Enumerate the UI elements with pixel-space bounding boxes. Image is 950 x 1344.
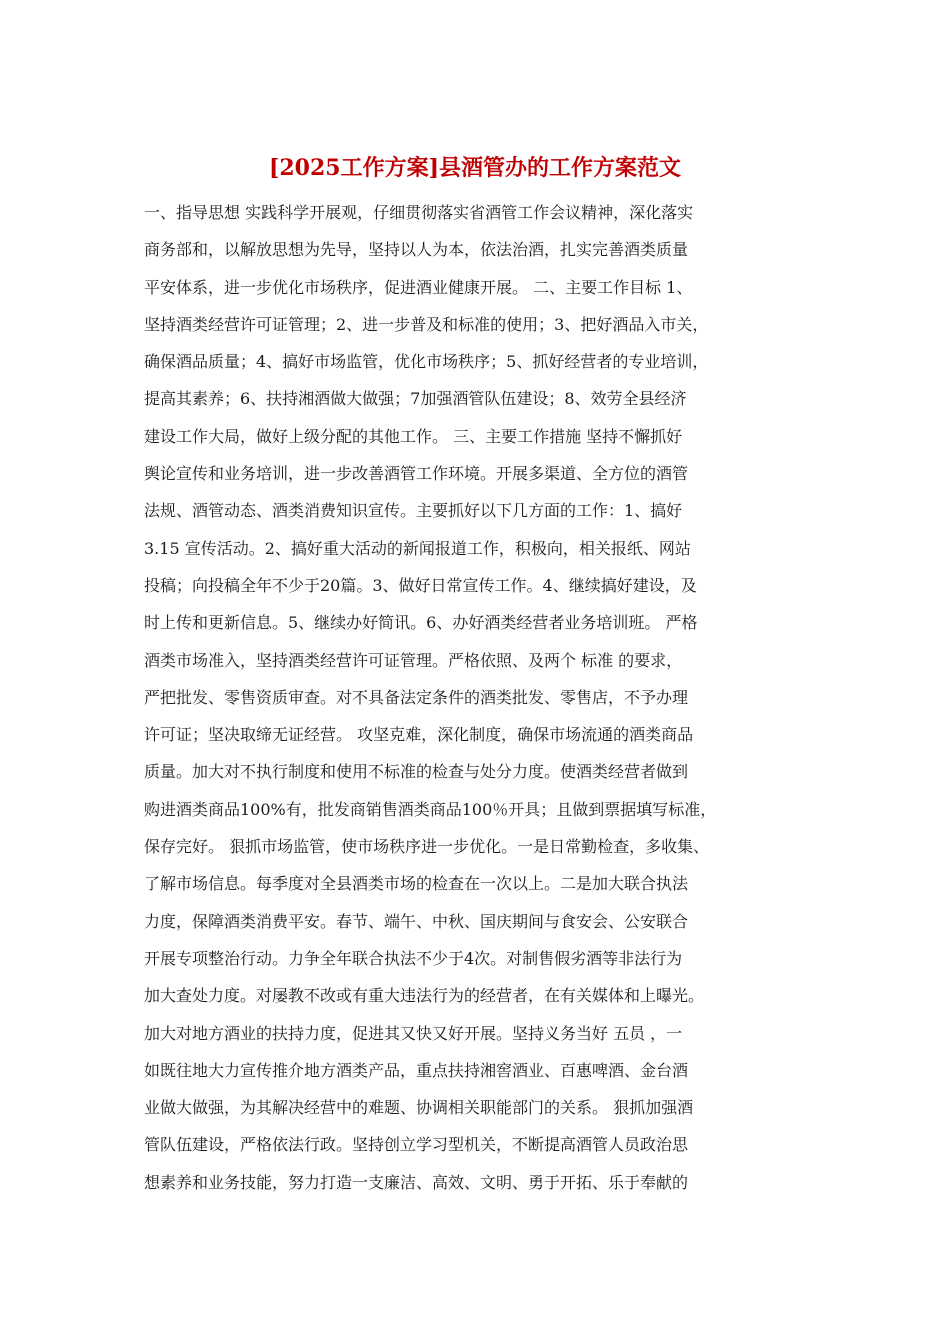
body-line: 了解市场信息。每季度对全县酒类市场的检查在一次以上。二是加大联合执法 bbox=[144, 874, 689, 894]
body-line: 加大查处力度。对屡教不改或有重大违法行为的经营者，在有关媒体和上曝光。 bbox=[144, 986, 705, 1006]
body-line: 保存完好。 狠抓市场监管，使市场秩序进一步优化。一是日常勤检查，多收集、 bbox=[144, 837, 710, 857]
body-line: 确保酒品质量；4、搞好市场监管，优化市场秩序；5、抓好经营者的专业培训， bbox=[144, 352, 709, 372]
body-line: 开展专项整治行动。力争全年联合执法不少于4次。对制售假劣酒等非法行为 bbox=[144, 948, 683, 968]
body-line: 许可证；坚决取缔无证经营。 攻坚克难，深化制度，确保市场流通的酒类商品 bbox=[144, 725, 694, 745]
body-line: 如既往地大力宣传推介地方酒类产品，重点扶持湘窖酒业、百惠啤酒、金台酒 bbox=[144, 1060, 689, 1080]
body-line: 坚持酒类经营许可证管理；2、进一步普及和标准的使用；3、把好酒品入市关， bbox=[144, 314, 709, 334]
body-line: 一、指导思想 实践科学开展观，仔细贯彻落实省酒管工作会议精神，深化落实 bbox=[144, 203, 694, 222]
body-line: 质量。加大对不执行制度和使用不标准的检查与处分力度。使酒类经营者做到 bbox=[144, 762, 689, 782]
body-line: 力度，保障酒类消费平安。春节、端午、中秋、国庆期间与食安会、公安联合 bbox=[144, 911, 689, 931]
body-line: 法规、酒管动态、酒类消费知识宣传。主要抓好以下几方面的工作：1、搞好 bbox=[144, 501, 683, 521]
document-body bbox=[144, 194, 834, 1201]
document-title: [2025工作方案]县酒管办的工作方案范文 bbox=[268, 155, 682, 181]
body-line: 加大对地方酒业的扶持力度，促进其又快又好开展。坚持义务当好 五员 ，一 bbox=[144, 1023, 683, 1043]
body-line: 提高其素养；6、扶持湘酒做大做强；7加强酒管队伍建设；8、效劳全县经济 bbox=[144, 389, 687, 409]
body-line: 想素养和业务技能，努力打造一支廉洁、高效、文明、勇于开拓、乐于奉献的 bbox=[144, 1172, 689, 1192]
body-line: 商务部和，以解放思想为先导，坚持以人为本，依法治酒，扎实完善酒类质量 bbox=[144, 240, 689, 260]
body-line: 购进酒类商品100%有，批发商销售酒类商品100％开具；且做到票据填写标准， bbox=[144, 799, 717, 819]
body-line: 舆论宣传和业务培训，进一步改善酒管工作环境。开展多渠道、全方位的酒管 bbox=[144, 464, 689, 484]
body-line: 酒类市场准入，坚持酒类经营许可证管理。严格依照、及两个 标准 的要求， bbox=[144, 650, 683, 670]
body-line: 3.15 宣传活动。2、搞好重大活动的新闻报道工作，积极向，相关报纸、网站 bbox=[144, 538, 691, 558]
body-line: 建设工作大局，做好上级分配的其他工作。 三、主要工作措施 坚持不懈抓好 bbox=[144, 426, 683, 446]
body-line: 平安体系，进一步优化市场秩序，促进酒业健康开展。 二、主要工作目标 1、 bbox=[144, 277, 693, 297]
body-line: 时上传和更新信息。5、继续办好简讯。6、办好酒类经营者业务培训班。 严格 bbox=[144, 613, 698, 633]
body-line: 管队伍建设，严格依法行政。坚持创立学习型机关，不断提高酒管人员政治思 bbox=[144, 1135, 689, 1155]
body-line: 投稿；向投稿全年不少于20篇。3、做好日常宣传工作。4、继续搞好建设，及 bbox=[144, 575, 697, 595]
body-line: 严把批发、零售资质审查。对不具备法定条件的酒类批发、零售店，不予办理 bbox=[144, 687, 689, 707]
body-line: 业做大做强，为其解决经营中的难题、协调相关职能部门的关系。 狠抓加强酒 bbox=[144, 1098, 694, 1118]
